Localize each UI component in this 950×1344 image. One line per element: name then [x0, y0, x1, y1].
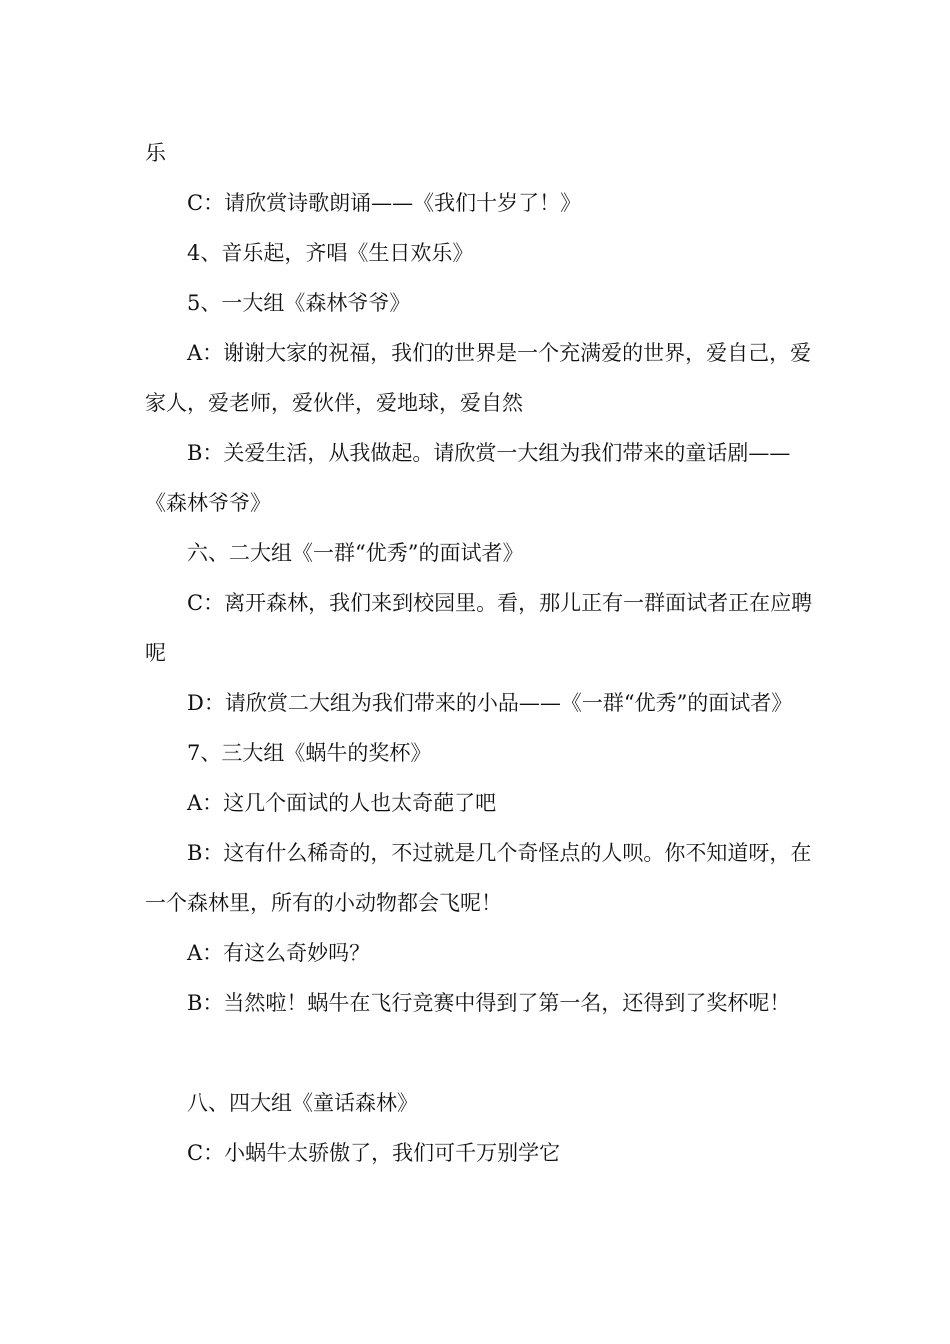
paragraph-b-forest: B：这有什么稀奇的，不过就是几个奇怪点的人呗。你不知道呀，在一个森林里，所有的小动物都会飞呢！ — [145, 841, 812, 915]
paragraph-d-skit: D：请欣赏二大组为我们带来的小品——《一群“优秀”的面试者》 — [187, 691, 793, 715]
paragraph-c-proud-snail: C：小蜗牛太骄傲了，我们可千万别学它 — [187, 1141, 561, 1165]
blank-line — [145, 1028, 825, 1078]
paragraph-c-campus: C：离开森林，我们来到校园里。看，那儿正有一群面试者正在应聘呢 — [145, 591, 813, 665]
paragraph-item-4: 4、音乐起，齐唱《生日欢乐》 — [187, 241, 474, 265]
paragraph-b-fairy-tale: B：关爱生活，从我做起。请欣赏一大组为我们带来的童话剧——《森林爷爷》 — [145, 441, 791, 515]
paragraph-a-question: A：有这么奇妙吗？ — [187, 941, 371, 965]
paragraph-poem-intro: C：请欣赏诗歌朗诵——《我们十岁了！》 — [187, 191, 582, 215]
paragraph-item-8: 八、四大组《童话森林》 — [187, 1091, 418, 1115]
document-body — [145, 128, 825, 1178]
paragraph-item-6: 六、二大组《一群“优秀”的面试者》 — [187, 541, 524, 565]
paragraph-a-blessing: A：谢谢大家的祝福，我们的世界是一个充满爱的世界，爱自己，爱家人，爱老师，爱伙伴，爱地球，爱自然 — [145, 341, 812, 415]
paragraph-continuation: 乐 — [145, 141, 166, 165]
paragraph-b-snail: B：当然啦！蜗牛在飞行竞赛中得到了第一名，还得到了奖杯呢！ — [187, 991, 791, 1015]
paragraph-item-7: 7、三大组《蜗牛的奖杯》 — [187, 741, 432, 765]
paragraph-a-interview: A：这几个面试的人也太奇葩了吧 — [187, 791, 497, 815]
paragraph-item-5: 5、一大组《森林爷爷》 — [187, 291, 411, 315]
